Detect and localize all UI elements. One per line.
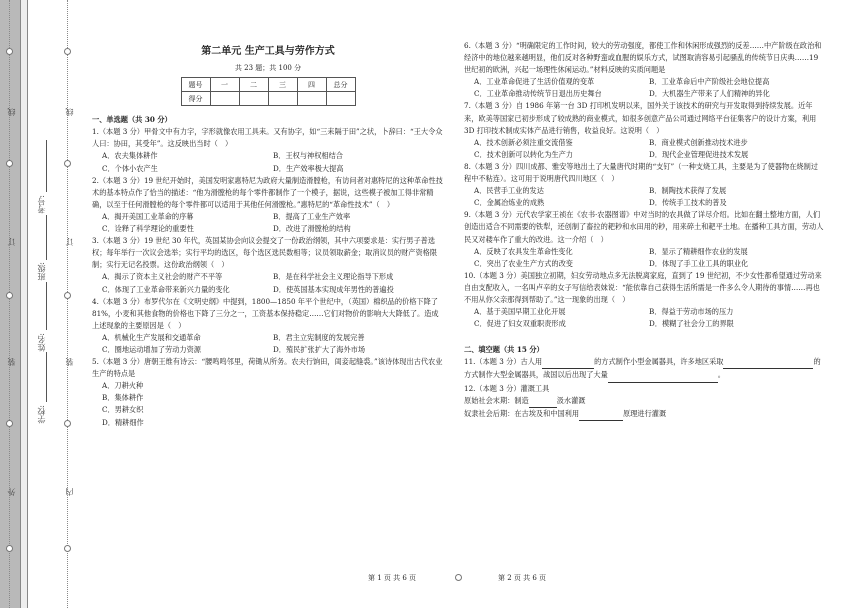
score-cell[interactable] xyxy=(268,92,297,106)
left-column xyxy=(92,44,444,429)
option[interactable]: D．模糊了社会分工的界限 xyxy=(649,319,734,329)
option[interactable]: B．得益于劳动市场的压力 xyxy=(649,307,734,317)
option[interactable]: D．现代企业管理促进技术发展 xyxy=(649,149,749,159)
question-12: 12.（本题 3 分）灌溉工具 xyxy=(464,383,550,393)
score-table xyxy=(181,77,356,106)
option[interactable]: A．基于美国早期工业化开展 xyxy=(474,307,566,317)
binding-hole xyxy=(64,292,71,299)
binding-label-nei: 内 xyxy=(65,488,74,496)
option[interactable]: C．男耕女织 xyxy=(102,405,144,415)
score-cell[interactable] xyxy=(239,92,268,106)
option[interactable]: C．金属冶炼业的成熟 xyxy=(474,198,545,208)
options-row xyxy=(92,284,444,296)
q11-blank-3[interactable] xyxy=(608,369,718,382)
binding-hole xyxy=(6,160,13,167)
option[interactable]: B．提高了工业生产效率 xyxy=(273,211,351,221)
q12-line-1 xyxy=(464,395,824,408)
section-heading: 二、填空题（共 15 分） xyxy=(464,345,544,355)
score-header: 题号 xyxy=(181,78,210,92)
q12-line-2 xyxy=(464,408,824,421)
question-11 xyxy=(464,356,824,382)
option[interactable]: C．圈地运动增加了劳动力资源 xyxy=(102,344,201,354)
binding-hole xyxy=(6,48,13,55)
option[interactable]: B．集体耕作 xyxy=(102,393,144,403)
exam-subtitle: 共 23 题；共 100 分 xyxy=(234,64,302,73)
score-header: 三 xyxy=(268,78,297,92)
binding-stripe xyxy=(20,0,28,608)
option[interactable]: A．揭示了资本主义社会的财产不平等 xyxy=(102,272,223,282)
banji-field[interactable] xyxy=(46,215,47,260)
option[interactable]: C．突出了农业生产方式的改变 xyxy=(474,258,573,268)
options-row xyxy=(464,149,824,161)
question-8: 8.（本题 3 分）四川成都、雅安等地出土了大量唐代时期的“支钉”（一种支烧工具，主要是为了使器物在烧制过程中不粘连）。这可用于说明唐代四川地区（ ） xyxy=(464,161,818,184)
binding-hole xyxy=(64,160,71,167)
option[interactable]: B．君主立宪制度的发展完善 xyxy=(273,332,365,342)
option[interactable]: A．工业革命促进了生活价值观的变革 xyxy=(474,77,595,87)
binding-hole xyxy=(64,48,71,55)
option[interactable]: C．诠释了科学理论的重要性 xyxy=(102,224,194,234)
binding-label-zhuang: 装 xyxy=(65,358,74,366)
question-9: 9.（本题 3 分）元代农学家王祯在《农书·农器图谱》中对当时的农具做了详尽介绍。比如在翻土整地方面，人们创造出适合不同需要的铁犁，还创制了畜拉的耙耖和水田用的耖，用来碎土和耙平土地。在播种工具方面，劳动人民又对耧车作了重大的改进。这一介绍（ ） xyxy=(464,210,824,244)
question-10: 10.（本题 3 分）美国独立初期，妇女劳动地点多无法脱离家庭，直到了 19 世纪初，不少女性都希望通过劳动来自由支配收入，一名叫卢辛的女子写信给表妹说：“能依靠自己获得生活所需是一件多么令人期待的事情……再也不用从你父亲那得到帮助了。”这一现象的出现（ ） xyxy=(464,270,822,304)
options-row xyxy=(464,185,824,197)
option[interactable]: A．农夫集体耕作 xyxy=(102,151,158,161)
question-4: 4.（本题 3 分）布罗代尔在《文明史纲》中提到，1800—1850 年平个世纪中，（英国）棉织品的价格下降了 81%，小麦和其他食物的价格也下降了三分之一，工资基本保持稳定……它们对物价的影响大大降低了。造成上述现象的主要原因是（ ） xyxy=(92,296,439,330)
option[interactable]: C．促进了妇女双重职责形成 xyxy=(474,319,566,329)
question-2: 2.（本题 3 分）19 世纪开始时，美国发明家惠特尼为政府大量制造滑膛枪，有访问者对惠特尼的这种革命性技术的基本特点作了恰当的描述：“他为滑膛枪的每个零件都制作了一个模子，据说，这些模子被加工得非常精确，以至于任何滑膛枪的每个零件都可以适用于其他任何滑膛枪。”惠特尼的“革命性技术”（ ） xyxy=(92,175,443,209)
label-xuexiao: 学校: xyxy=(37,405,46,424)
q11-blank-2[interactable] xyxy=(723,356,813,369)
binding-label-ding-outer: 订 xyxy=(7,238,16,246)
question-5: 5.（本题 3 分）唐朝王维有诗云：“腰鸣鸣邻里，荷锄从所务。农夫行饷田，闺妾起缝裘。”该诗体现出古代农业生产的特点是 xyxy=(92,357,443,379)
score-row-label: 得分 xyxy=(181,92,210,106)
option[interactable]: A．刀耕火种 xyxy=(102,381,144,391)
options-row xyxy=(92,271,444,283)
option[interactable]: D．传统手工技术的普及 xyxy=(649,198,727,208)
q12-blank-2[interactable] xyxy=(579,408,623,421)
option[interactable]: D．改进了滑膛枪的结构 xyxy=(273,224,351,234)
options-row xyxy=(92,344,444,356)
binding-hole xyxy=(64,545,71,552)
binding-label-ding: 订 xyxy=(65,238,74,246)
right-column xyxy=(464,40,824,421)
options-row xyxy=(464,318,824,330)
score-cell[interactable] xyxy=(326,92,355,106)
option[interactable]: C．个体小农产生 xyxy=(102,163,158,173)
label-xingming: 姓名: xyxy=(37,333,46,352)
option[interactable]: A．民营手工业的发达 xyxy=(474,186,544,196)
options-row xyxy=(464,76,824,88)
q11-text: 。 xyxy=(717,370,725,380)
score-header: 总分 xyxy=(326,78,355,92)
section-heading: 一、单选题（共 30 分） xyxy=(92,115,172,125)
options-row xyxy=(464,246,824,258)
q11-text: 的方式制作大型金属器具，战国以后出现了大量 xyxy=(464,357,821,380)
center-marker-icon xyxy=(455,574,462,581)
option[interactable]: A．反映了农具发生革命性变化 xyxy=(474,246,573,256)
q12-blank-1[interactable] xyxy=(529,395,557,408)
options-row xyxy=(92,150,444,162)
options-row xyxy=(92,163,444,175)
q11-blank-1[interactable] xyxy=(542,356,594,369)
label-kaohao: 考号: xyxy=(37,195,46,214)
option[interactable]: D．大机器生产带来了人们精神的异化 xyxy=(649,89,770,99)
option[interactable]: A．技术创新必须注重交流借鉴 xyxy=(474,137,573,147)
option[interactable]: D．殖民扩张扩大了海外市场 xyxy=(273,344,366,354)
options-row xyxy=(464,197,824,209)
options-row xyxy=(92,332,444,344)
score-header: 二 xyxy=(239,78,268,92)
binding-hole xyxy=(6,292,13,299)
option[interactable]: C．工业革命推动传统节日退出历史舞台 xyxy=(474,89,602,99)
q11-text: 的方式制作小型金属器具，许多地区采取 xyxy=(594,357,724,367)
score-cell[interactable] xyxy=(210,92,239,106)
option[interactable]: A．揭开美国工业革命的序幕 xyxy=(102,211,194,221)
xuexiao-field[interactable] xyxy=(46,352,47,402)
options-row xyxy=(464,137,824,149)
option[interactable]: A．机械化生产发展和交通革命 xyxy=(102,332,201,342)
binding-hole xyxy=(6,420,13,427)
exam-title: 第二单元 生产工具与劳作方式 xyxy=(201,46,335,57)
binding-margin xyxy=(0,0,80,608)
binding-label-zhuang-outer: 装 xyxy=(7,358,16,366)
options-row xyxy=(92,223,444,235)
score-header: 四 xyxy=(297,78,326,92)
binding-hole xyxy=(64,420,71,427)
option[interactable]: B．王权与神权相结合 xyxy=(273,151,343,161)
option[interactable]: D．体现了手工业工具的职业化 xyxy=(649,258,749,268)
question-1: 1.（本题 3 分）甲骨文中有力字，字形就像农用工具耒。又有协字，如“三耒隔于田”之状，卜辞曰：“王大令众人曰：协田，其受年”。这反映出当时（ ） xyxy=(92,127,443,149)
q12-text: 奴隶社会后期：在古埃及和中国利用 xyxy=(464,408,580,418)
options-row xyxy=(464,88,824,100)
xingming-field[interactable] xyxy=(46,282,47,330)
binding-label-xian: 线 xyxy=(65,108,74,116)
options-row xyxy=(464,306,824,318)
inner-dotted-line xyxy=(67,0,68,608)
option[interactable]: B．商业模式创新推动技术进步 xyxy=(649,137,748,147)
options-row xyxy=(464,258,824,270)
score-header: 一 xyxy=(210,78,239,92)
option[interactable]: C．技术创新可以转化为生产力 xyxy=(474,149,573,159)
question-6: 6.（本题 3 分）“明确限定的工作时间，较大的劳动强度，都使工作和休闲形成强烈的反差……中产阶级在政治和经济中的地位越来越明显，他们反对各种野蛮或血腥的娱乐方式，试图取消容易引起骚乱的传统节日庆典……19 世纪初的欧洲，兴起一场理性休闲运动。”材料反映的实质问题是 xyxy=(464,41,822,75)
q12-text: 汲水灌溉 xyxy=(556,395,586,405)
binding-gray-band xyxy=(0,0,22,608)
binding-label-xian-outer: 线 xyxy=(7,108,16,116)
option[interactable]: B．是在科学社会主义理论指导下形成 xyxy=(273,272,394,282)
q12-text: 原理进行灌溉 xyxy=(623,408,667,418)
option[interactable]: D．使英国基本实现成年男性的普遍投 xyxy=(273,284,394,294)
page-number-right: 第 2 页 共 6 页 xyxy=(498,574,547,582)
option[interactable]: D．生产效率极大提高 xyxy=(273,163,344,173)
option[interactable]: D．精耕细作 xyxy=(102,417,144,427)
option[interactable]: B．工业革命后中产阶级社会地位提高 xyxy=(649,77,770,87)
q12-text: 原始社会末期：制造 xyxy=(464,395,529,405)
binding-label-wai: 外 xyxy=(7,488,16,496)
score-cell[interactable] xyxy=(297,92,326,106)
question-7: 7.（本题 3 分）自 1986 年第一台 3D 打印机发明以来，国外关于该技术的研究与开发取得到持续发展。近年来，欧美等国家已初步形成了较成熟的商业模式，如很多创意产品公司通过网络平台征集客户的设计方案，利用 3D 打印技术制成实体产品进行销售，收益良好。这说明（ ） xyxy=(464,101,817,135)
label-banji: 班级: xyxy=(37,262,46,281)
options-row xyxy=(92,211,444,223)
page-number-left: 第 1 页 共 6 页 xyxy=(368,574,417,582)
binding-hole xyxy=(6,545,13,552)
outer-dotted-line xyxy=(9,0,10,608)
kaohao-field[interactable] xyxy=(46,140,47,192)
option[interactable]: B．制陶技术获得了发展 xyxy=(649,186,727,196)
question-3: 3.（本题 3 分）19 世纪 30 年代，英国某协会向议会提交了一份政治纲领，其中六项要求是：实行男子普选权；每年举行一次议会选举；实行平均的选区，每个选区选民数相等；议员领取薪金；取消议员的财产资格限制；实行无记名投票。这份政治纲领（ ） xyxy=(92,236,438,270)
option[interactable]: C．体现了工业革命带来新兴力量的变化 xyxy=(102,284,230,294)
option[interactable]: B．显示了精耕细作农业的发展 xyxy=(649,246,748,256)
q11-text: 11.（本题 3 分）古人用 xyxy=(464,357,543,367)
